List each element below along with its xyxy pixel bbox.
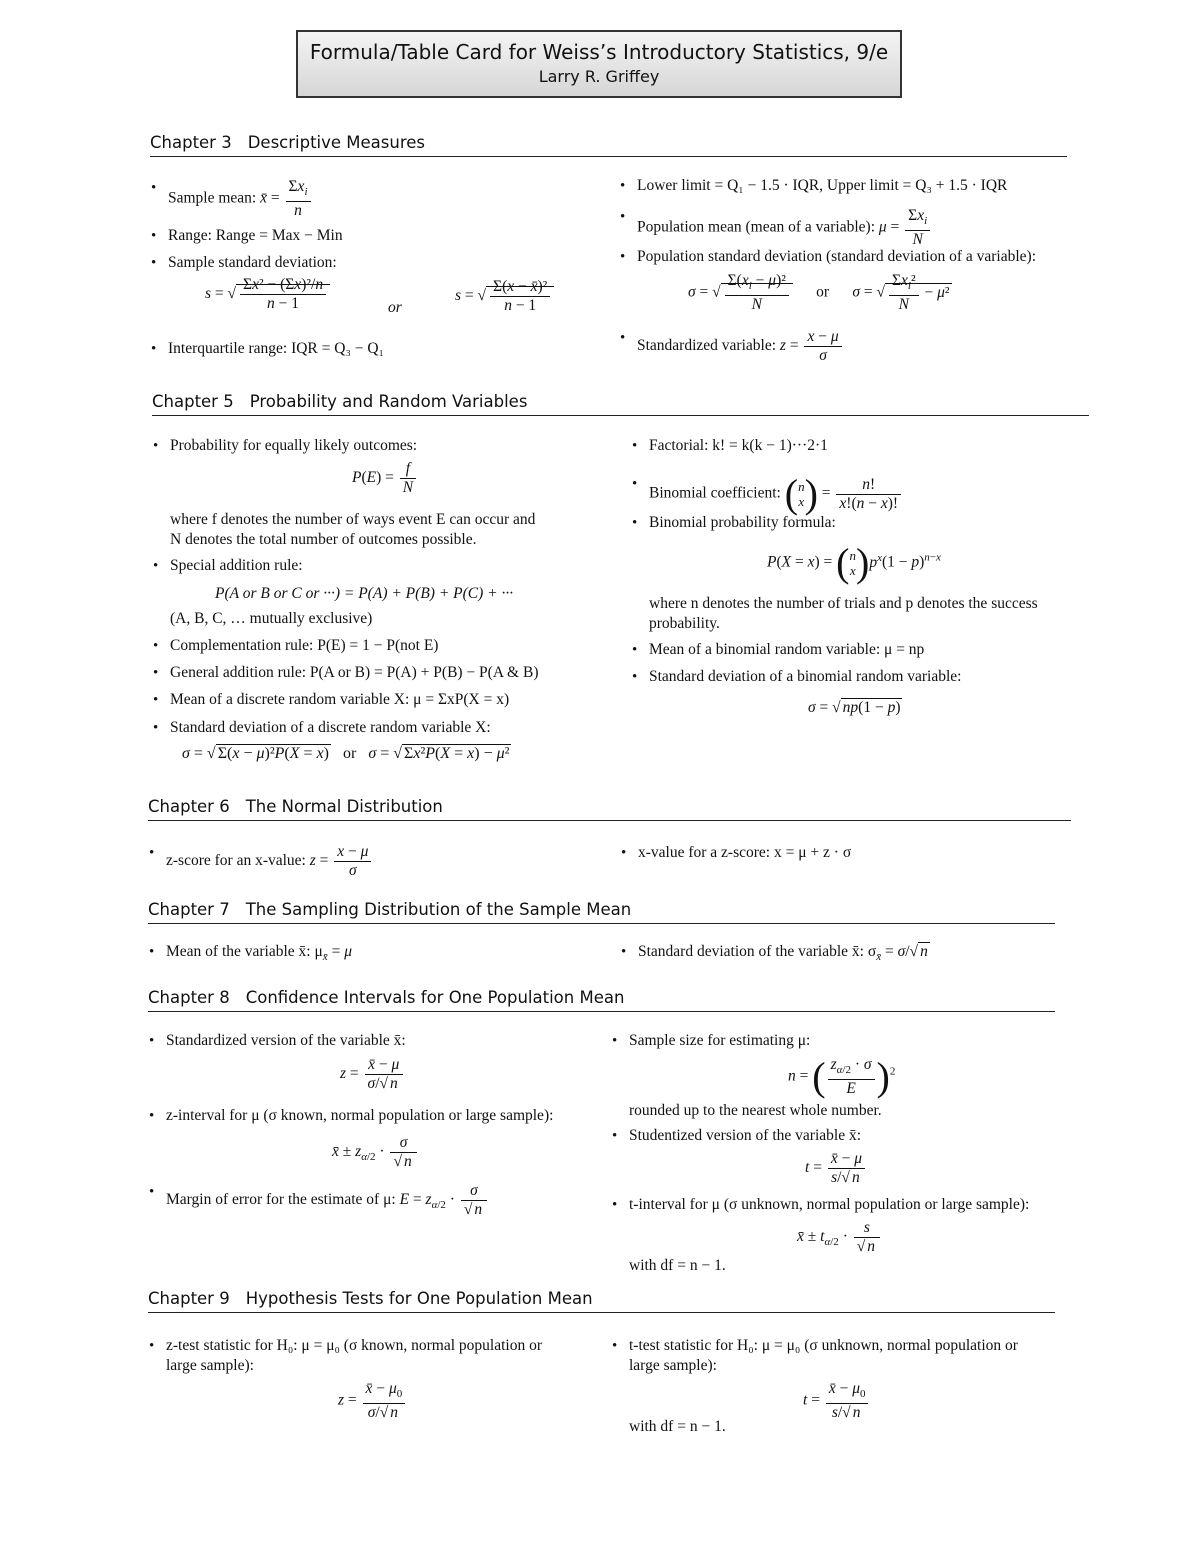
general-addition: • General addition rule: P(A or B) = P(A) + P(B) − P(A & B) <box>170 663 538 683</box>
t-interval-formula: x̄ ± $t_{\alpha/2}$ · $\frac{s}{√ n}$ <box>797 1219 882 1256</box>
t-test-df: with df = n − 1. <box>629 1418 726 1435</box>
x-value: • x-value for a z-score: x = μ + z · σ <box>638 843 851 863</box>
divider <box>148 923 1055 924</box>
t-test-line-1: • t-test statistic for H₀: μ = μ₀ (σ unknown, normal population or <box>629 1336 1018 1356</box>
sample-size: • Sample size for estimating μ: <box>629 1031 810 1051</box>
special-addition-formula: P(A or B or C or ···) = P(A) + P(B) + P(C) + ··· <box>215 585 514 602</box>
iqr: • Interquartile range: IQR = Q₃ − Q₁ <box>168 339 384 359</box>
sample-sd-formula-2: s = √ $\frac{\text{Σ(x − x̄)²}}{n - 1}$ <box>455 278 554 315</box>
binomial-coefficient: • Binomial coefficient: (n x) = $\frac{n!}{x!(n - x)!}$ <box>649 474 903 514</box>
binomial-sd-formula: σ = √ np(1 − p) <box>808 699 901 716</box>
chapter-3-heading: Chapter 3 Descriptive Measures <box>150 133 426 152</box>
studentized-xbar-formula: t = $\frac{x̄ - \mu}{s/√ n}$ <box>805 1150 867 1187</box>
equally-likely: • Probability for equally likely outcomes: <box>170 436 417 456</box>
where-line-2: N denotes the total number of outcomes possible. <box>170 531 477 548</box>
sample-sd-formula-1: s = √ $\frac{\text{Σx² − (Σx)²/n}}{n - 1}$ <box>205 276 330 313</box>
z-interval-formula: x̄ ± $z_{\alpha/2}$ · $\frac{\sigma}{√ n}$ <box>332 1134 419 1171</box>
population-mean: • Population mean (mean of a variable): μ = $\Sigma x_i$ N <box>637 207 932 249</box>
chapter-8-heading: Chapter 8 Confidence Intervals for One Population Mean <box>148 988 625 1007</box>
studentized-xbar: • Studentized version of the variable x̄: <box>629 1126 861 1146</box>
z-test-formula: z = $\frac{x̄ - \mu_0}{\sigma/√ n}$ <box>338 1380 407 1422</box>
divider <box>148 820 1071 821</box>
complementation-rule: • Complementation rule: P(E) = 1 − P(not E) <box>170 636 438 656</box>
population-sd-formula: σ = √ $\frac{\Sigma(x_i - \mu)^2}{N}$ or σ = √ $\Sigma x_i^2$ N − μ² <box>688 272 950 314</box>
z-test-line-1: • z-test statistic for H₀: μ = μ₀ (σ known, normal population or <box>166 1336 542 1356</box>
or-label: or <box>388 299 402 316</box>
chapter-5-heading: Chapter 5 Probability and Random Variables <box>152 392 528 411</box>
discrete-sd: • Standard deviation of a discrete random variable X: <box>170 718 491 738</box>
t-interval-df: with df = n − 1. <box>629 1257 726 1274</box>
title-box <box>296 30 902 98</box>
chapter-9-heading: Chapter 9 Hypothesis Tests for One Population Mean <box>148 1289 593 1308</box>
card-title: Formula/Table Card for Weiss’s Introductory Statistics, 9/e <box>309 40 889 64</box>
sampling-sd: • Standard deviation of the variable x̄: $\sigma_{x̄} = \sigma/√$ n <box>638 942 930 967</box>
z-score: • z-score for an x-value: z = $\frac{x - \mu}{\sigma}$ <box>166 843 373 880</box>
mutually-exclusive: (A, B, C, … mutually exclusive) <box>170 610 373 627</box>
factorial: • Factorial: k! = k(k − 1)···2·1 <box>649 436 828 456</box>
range: • Range: Range = Max − Min <box>168 226 343 246</box>
card-author: Larry R. Griffey <box>538 67 660 86</box>
population-sd: • Population standard deviation (standard deviation of a variable): <box>637 247 1036 267</box>
divider <box>148 1312 1055 1313</box>
t-interval: • t-interval for μ (σ unknown, normal population or large sample): <box>629 1195 1029 1215</box>
discrete-sd-formula: σ = √ Σ(x − μ)²P(X = x) or σ = √ Σx²P(X = x) − μ² <box>182 745 510 762</box>
binomial-where-2: probability. <box>649 615 720 632</box>
z-interval: • z-interval for μ (σ known, normal population or large sample): <box>166 1106 553 1126</box>
t-test-formula: t = $\frac{x̄ - \mu_0}{s/√ n}$ <box>803 1380 870 1422</box>
where-line-1: where f denotes the number of ways event E can occur and <box>170 511 536 528</box>
divider <box>152 415 1089 416</box>
divider <box>148 1011 1055 1012</box>
special-addition: • Special addition rule: <box>170 556 303 576</box>
discrete-mean: • Mean of a discrete random variable X: μ = ΣxP(X = x) <box>170 690 509 710</box>
margin-of-error: • Margin of error for the estimate of μ: $E = z_{\alpha/2}$ · $\frac{\sigma}{√ n}$ <box>166 1182 489 1219</box>
sample-size-formula: n = ( $\frac{z_{\alpha/2} \cdot \sigma}{E}$ )$^2$ <box>788 1054 896 1100</box>
rounded-note: rounded up to the nearest whole number. <box>629 1102 882 1119</box>
divider <box>150 156 1067 157</box>
sample-sd: • Sample standard deviation: <box>168 253 337 273</box>
equally-likely-formula: P(E) = $\frac{f}{N}$ <box>352 460 418 497</box>
standardized-variable: • Standardized variable: z = $\frac{x - \mu}{\sigma}$ <box>637 328 844 365</box>
t-test-line-2: large sample): <box>629 1357 717 1374</box>
binomial-where-1: where n denotes the number of trials and p denotes the success <box>649 595 1038 612</box>
sampling-mean: • Mean of the variable x̄: $\mu_{x̄} = \mu$ <box>166 942 352 967</box>
outlier-limits: • Lower limit = Q₁ − 1.5 · IQR, Upper limit = Q₃ + 1.5 · IQR <box>637 176 1007 196</box>
binomial-probability-formula: P(X = x) = (n $x)p^x(1 - p)^{n-x}$ <box>767 540 941 585</box>
chapter-7-heading: Chapter 7 The Sampling Distribution of the Sample Mean <box>148 900 632 919</box>
z-test-line-2: large sample): <box>166 1357 254 1374</box>
binomial-sd: • Standard deviation of a binomial random variable: <box>649 667 962 687</box>
binomial-mean: • Mean of a binomial random variable: μ = np <box>649 640 924 660</box>
standardized-xbar-formula: z = $\frac{x̄ - \mu}{\sigma/√ n}$ <box>340 1056 405 1093</box>
sample-mean: • Sample mean: x̄ = $\Sigma x_i$ n <box>168 178 313 220</box>
chapter-6-heading: Chapter 6 The Normal Distribution <box>148 797 443 816</box>
standardized-xbar: • Standardized version of the variable x̄: <box>166 1031 406 1051</box>
binomial-probability: • Binomial probability formula: <box>649 513 836 533</box>
